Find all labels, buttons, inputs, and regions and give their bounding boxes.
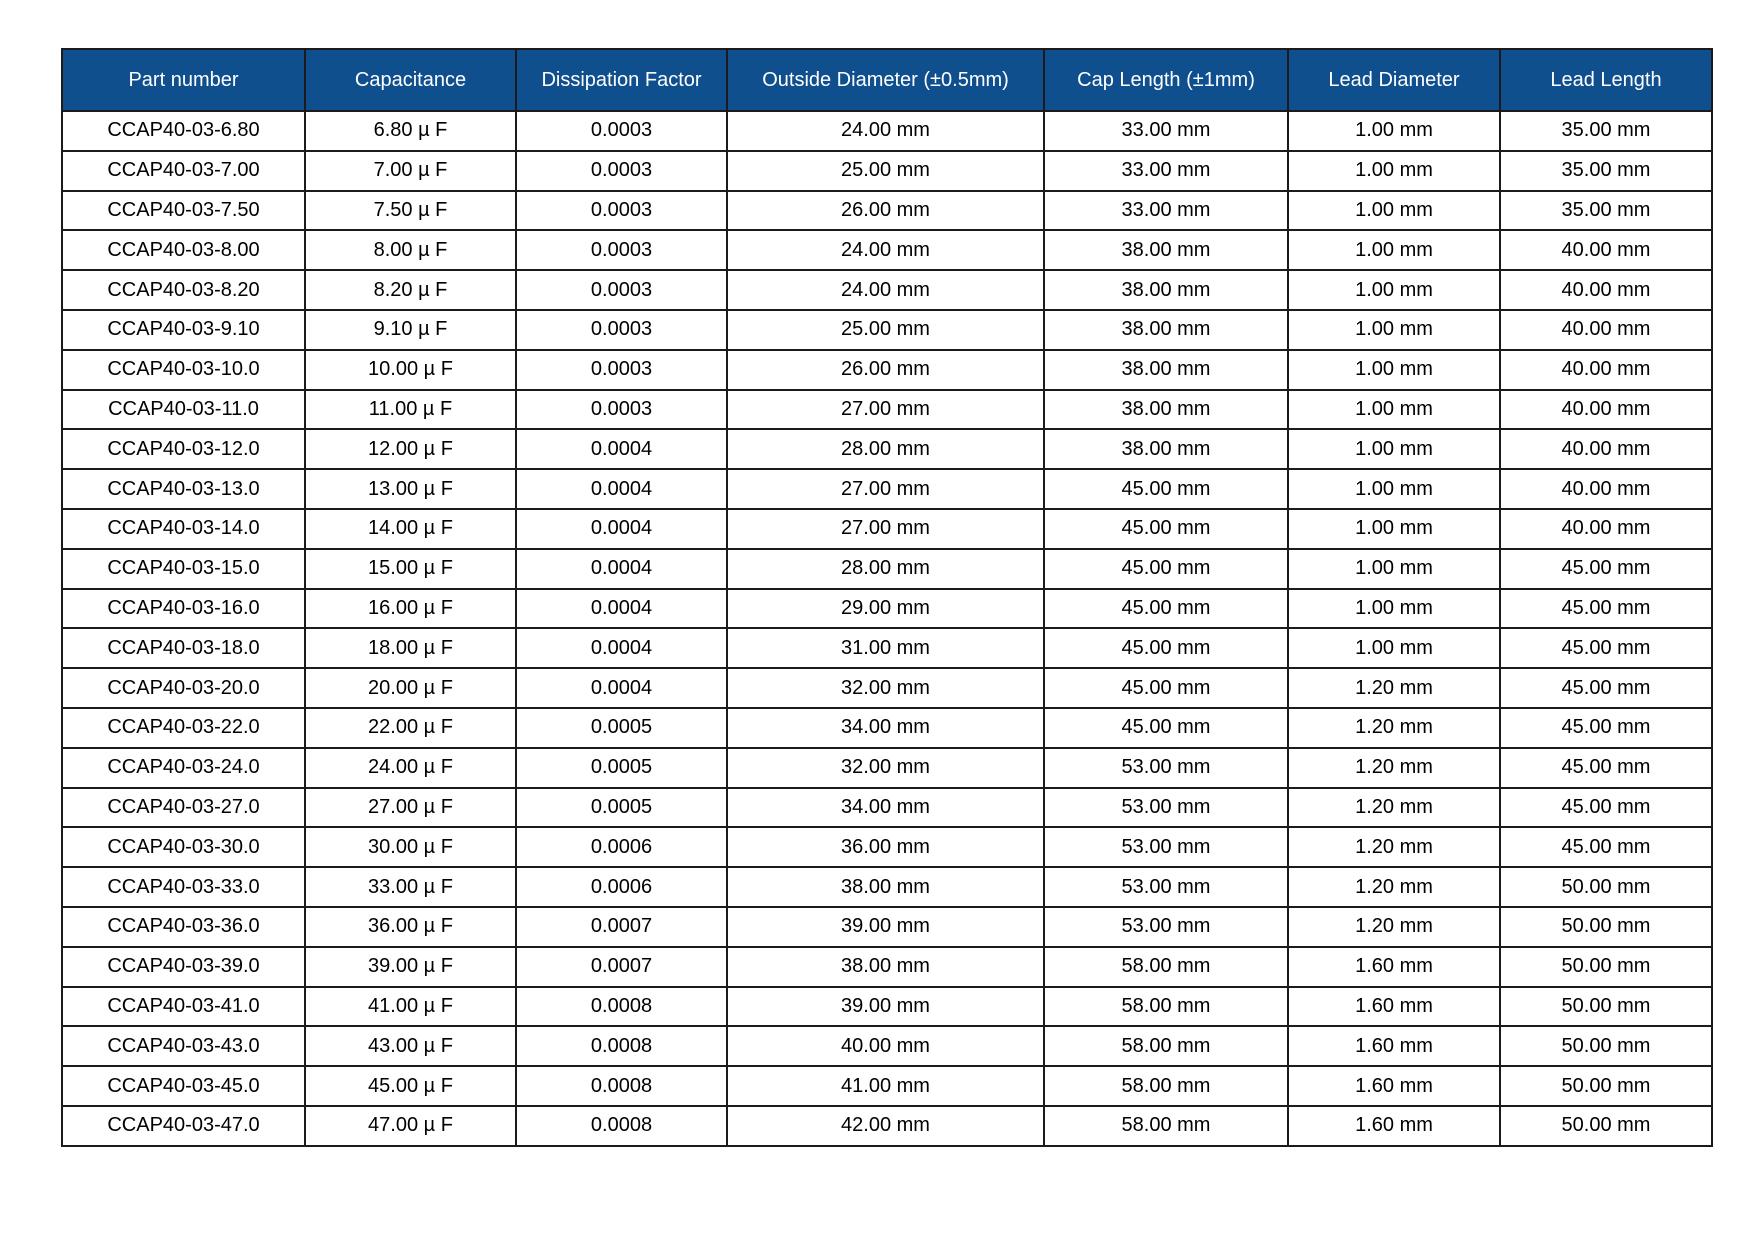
cap-length-cell: 38.00 mm — [1044, 350, 1288, 390]
lead-length-cell: 35.00 mm — [1500, 111, 1712, 151]
table-row — [62, 310, 1712, 350]
part-number-cell: CCAP40-03-15.0 — [62, 549, 305, 589]
outside-diameter-cell: 26.00 mm — [727, 191, 1044, 231]
outside-diameter-cell: 25.00 mm — [727, 151, 1044, 191]
lead-diameter-cell: 1.60 mm — [1288, 987, 1500, 1027]
dissipation-factor-cell: 0.0005 — [516, 708, 727, 748]
lead-diameter-cell: 1.20 mm — [1288, 748, 1500, 788]
table-row — [62, 469, 1712, 509]
capacitance-cell: 7.50 µ F — [305, 191, 516, 231]
cap-length-cell: 45.00 mm — [1044, 589, 1288, 629]
lead-diameter-cell: 1.00 mm — [1288, 151, 1500, 191]
table-row — [62, 827, 1712, 867]
cap-length-cell: 58.00 mm — [1044, 1106, 1288, 1146]
capacitance-cell: 24.00 µ F — [305, 748, 516, 788]
header-lead-length: Lead Length — [1500, 49, 1712, 111]
part-number-cell: CCAP40-03-12.0 — [62, 429, 305, 469]
capacitance-cell: 45.00 µ F — [305, 1066, 516, 1106]
cap-length-cell: 45.00 mm — [1044, 668, 1288, 708]
part-number-cell: CCAP40-03-30.0 — [62, 827, 305, 867]
capacitance-cell: 11.00 µ F — [305, 390, 516, 430]
dissipation-factor-cell: 0.0003 — [516, 151, 727, 191]
lead-diameter-cell: 1.60 mm — [1288, 1066, 1500, 1106]
capacitance-cell: 18.00 µ F — [305, 628, 516, 668]
outside-diameter-cell: 32.00 mm — [727, 748, 1044, 788]
table-body — [62, 111, 1712, 1146]
outside-diameter-cell: 32.00 mm — [727, 668, 1044, 708]
lead-diameter-cell: 1.60 mm — [1288, 1026, 1500, 1066]
lead-diameter-cell: 1.60 mm — [1288, 947, 1500, 987]
lead-length-cell: 45.00 mm — [1500, 549, 1712, 589]
lead-diameter-cell: 1.20 mm — [1288, 708, 1500, 748]
outside-diameter-cell: 36.00 mm — [727, 827, 1044, 867]
table-row — [62, 191, 1712, 231]
lead-length-cell: 50.00 mm — [1500, 947, 1712, 987]
table-row — [62, 111, 1712, 151]
dissipation-factor-cell: 0.0005 — [516, 788, 727, 828]
outside-diameter-cell: 28.00 mm — [727, 429, 1044, 469]
header-part-number: Part number — [62, 49, 305, 111]
lead-diameter-cell: 1.00 mm — [1288, 509, 1500, 549]
outside-diameter-cell: 38.00 mm — [727, 867, 1044, 907]
part-number-cell: CCAP40-03-11.0 — [62, 390, 305, 430]
part-number-cell: CCAP40-03-45.0 — [62, 1066, 305, 1106]
cap-length-cell: 38.00 mm — [1044, 390, 1288, 430]
cap-length-cell: 38.00 mm — [1044, 230, 1288, 270]
dissipation-factor-cell: 0.0003 — [516, 111, 727, 151]
header-cap-length: Cap Length (±1mm) — [1044, 49, 1288, 111]
lead-length-cell: 50.00 mm — [1500, 1106, 1712, 1146]
part-number-cell: CCAP40-03-8.00 — [62, 230, 305, 270]
lead-diameter-cell: 1.00 mm — [1288, 589, 1500, 629]
outside-diameter-cell: 34.00 mm — [727, 788, 1044, 828]
outside-diameter-cell: 34.00 mm — [727, 708, 1044, 748]
cap-length-cell: 33.00 mm — [1044, 111, 1288, 151]
cap-length-cell: 45.00 mm — [1044, 628, 1288, 668]
dissipation-factor-cell: 0.0008 — [516, 987, 727, 1027]
lead-length-cell: 45.00 mm — [1500, 628, 1712, 668]
lead-length-cell: 50.00 mm — [1500, 867, 1712, 907]
lead-length-cell: 50.00 mm — [1500, 1066, 1712, 1106]
header-capacitance: Capacitance — [305, 49, 516, 111]
dissipation-factor-cell: 0.0004 — [516, 509, 727, 549]
part-number-cell: CCAP40-03-39.0 — [62, 947, 305, 987]
cap-length-cell: 33.00 mm — [1044, 151, 1288, 191]
header-lead-diameter: Lead Diameter — [1288, 49, 1500, 111]
outside-diameter-cell: 24.00 mm — [727, 270, 1044, 310]
capacitance-cell: 10.00 µ F — [305, 350, 516, 390]
cap-length-cell: 53.00 mm — [1044, 788, 1288, 828]
lead-length-cell: 45.00 mm — [1500, 827, 1712, 867]
outside-diameter-cell: 28.00 mm — [727, 549, 1044, 589]
lead-length-cell: 40.00 mm — [1500, 390, 1712, 430]
outside-diameter-cell: 40.00 mm — [727, 1026, 1044, 1066]
capacitance-cell: 22.00 µ F — [305, 708, 516, 748]
lead-diameter-cell: 1.20 mm — [1288, 788, 1500, 828]
part-number-cell: CCAP40-03-22.0 — [62, 708, 305, 748]
table-row — [62, 1066, 1712, 1106]
cap-length-cell: 38.00 mm — [1044, 429, 1288, 469]
capacitance-cell: 14.00 µ F — [305, 509, 516, 549]
lead-diameter-cell: 1.00 mm — [1288, 310, 1500, 350]
table-row — [62, 748, 1712, 788]
lead-diameter-cell: 1.00 mm — [1288, 429, 1500, 469]
cap-length-cell: 53.00 mm — [1044, 748, 1288, 788]
outside-diameter-cell: 25.00 mm — [727, 310, 1044, 350]
part-number-cell: CCAP40-03-27.0 — [62, 788, 305, 828]
table-row — [62, 628, 1712, 668]
table-row — [62, 1026, 1712, 1066]
lead-diameter-cell: 1.00 mm — [1288, 390, 1500, 430]
capacitance-cell: 33.00 µ F — [305, 867, 516, 907]
dissipation-factor-cell: 0.0003 — [516, 310, 727, 350]
part-number-cell: CCAP40-03-13.0 — [62, 469, 305, 509]
part-number-cell: CCAP40-03-6.80 — [62, 111, 305, 151]
table-row — [62, 549, 1712, 589]
capacitance-cell: 8.20 µ F — [305, 270, 516, 310]
cap-length-cell: 53.00 mm — [1044, 867, 1288, 907]
lead-length-cell: 50.00 mm — [1500, 1026, 1712, 1066]
part-number-cell: CCAP40-03-10.0 — [62, 350, 305, 390]
lead-length-cell: 45.00 mm — [1500, 748, 1712, 788]
dissipation-factor-cell: 0.0007 — [516, 947, 727, 987]
lead-length-cell: 40.00 mm — [1500, 270, 1712, 310]
table-row — [62, 907, 1712, 947]
lead-length-cell: 40.00 mm — [1500, 509, 1712, 549]
lead-diameter-cell: 1.00 mm — [1288, 469, 1500, 509]
table-row — [62, 668, 1712, 708]
lead-length-cell: 40.00 mm — [1500, 469, 1712, 509]
part-number-cell: CCAP40-03-16.0 — [62, 589, 305, 629]
outside-diameter-cell: 39.00 mm — [727, 987, 1044, 1027]
lead-diameter-cell: 1.60 mm — [1288, 1106, 1500, 1146]
capacitance-cell: 16.00 µ F — [305, 589, 516, 629]
lead-diameter-cell: 1.00 mm — [1288, 191, 1500, 231]
lead-diameter-cell: 1.20 mm — [1288, 907, 1500, 947]
part-number-cell: CCAP40-03-8.20 — [62, 270, 305, 310]
capacitance-cell: 15.00 µ F — [305, 549, 516, 589]
dissipation-factor-cell: 0.0008 — [516, 1066, 727, 1106]
table-row — [62, 708, 1712, 748]
cap-length-cell: 38.00 mm — [1044, 310, 1288, 350]
outside-diameter-cell: 41.00 mm — [727, 1066, 1044, 1106]
cap-length-cell: 53.00 mm — [1044, 827, 1288, 867]
capacitance-cell: 7.00 µ F — [305, 151, 516, 191]
table-row — [62, 350, 1712, 390]
lead-length-cell: 45.00 mm — [1500, 589, 1712, 629]
lead-diameter-cell: 1.20 mm — [1288, 668, 1500, 708]
part-number-cell: CCAP40-03-9.10 — [62, 310, 305, 350]
table-row — [62, 987, 1712, 1027]
outside-diameter-cell: 27.00 mm — [727, 390, 1044, 430]
outside-diameter-cell: 38.00 mm — [727, 947, 1044, 987]
outside-diameter-cell: 29.00 mm — [727, 589, 1044, 629]
lead-length-cell: 40.00 mm — [1500, 230, 1712, 270]
cap-length-cell: 58.00 mm — [1044, 947, 1288, 987]
cap-length-cell: 33.00 mm — [1044, 191, 1288, 231]
lead-diameter-cell: 1.20 mm — [1288, 827, 1500, 867]
cap-length-cell: 53.00 mm — [1044, 907, 1288, 947]
table-header — [62, 49, 1712, 111]
header-outside-diameter: Outside Diameter (±0.5mm) — [727, 49, 1044, 111]
table-row — [62, 429, 1712, 469]
capacitance-cell: 30.00 µ F — [305, 827, 516, 867]
lead-length-cell: 40.00 mm — [1500, 350, 1712, 390]
lead-diameter-cell: 1.00 mm — [1288, 270, 1500, 310]
part-number-cell: CCAP40-03-43.0 — [62, 1026, 305, 1066]
lead-length-cell: 45.00 mm — [1500, 788, 1712, 828]
cap-length-cell: 45.00 mm — [1044, 469, 1288, 509]
capacitance-cell: 43.00 µ F — [305, 1026, 516, 1066]
lead-diameter-cell: 1.00 mm — [1288, 628, 1500, 668]
dissipation-factor-cell: 0.0003 — [516, 230, 727, 270]
cap-length-cell: 38.00 mm — [1044, 270, 1288, 310]
capacitance-cell: 20.00 µ F — [305, 668, 516, 708]
table-row — [62, 390, 1712, 430]
dissipation-factor-cell: 0.0004 — [516, 469, 727, 509]
table-row — [62, 788, 1712, 828]
capacitance-cell: 8.00 µ F — [305, 230, 516, 270]
outside-diameter-cell: 42.00 mm — [727, 1106, 1044, 1146]
capacitance-cell: 9.10 µ F — [305, 310, 516, 350]
dissipation-factor-cell: 0.0008 — [516, 1106, 727, 1146]
table-row — [62, 589, 1712, 629]
capacitance-cell: 41.00 µ F — [305, 987, 516, 1027]
lead-length-cell: 45.00 mm — [1500, 708, 1712, 748]
dissipation-factor-cell: 0.0003 — [516, 390, 727, 430]
lead-diameter-cell: 1.00 mm — [1288, 549, 1500, 589]
lead-length-cell: 40.00 mm — [1500, 429, 1712, 469]
dissipation-factor-cell: 0.0006 — [516, 827, 727, 867]
header-dissipation-factor: Dissipation Factor — [516, 49, 727, 111]
part-number-cell: CCAP40-03-41.0 — [62, 987, 305, 1027]
cap-length-cell: 45.00 mm — [1044, 549, 1288, 589]
outside-diameter-cell: 24.00 mm — [727, 230, 1044, 270]
table-row — [62, 270, 1712, 310]
outside-diameter-cell: 26.00 mm — [727, 350, 1044, 390]
lead-length-cell: 50.00 mm — [1500, 987, 1712, 1027]
part-number-cell: CCAP40-03-18.0 — [62, 628, 305, 668]
capacitor-spec-table — [61, 48, 1713, 1147]
outside-diameter-cell: 27.00 mm — [727, 509, 1044, 549]
lead-length-cell: 35.00 mm — [1500, 151, 1712, 191]
lead-length-cell: 35.00 mm — [1500, 191, 1712, 231]
part-number-cell: CCAP40-03-20.0 — [62, 668, 305, 708]
lead-length-cell: 45.00 mm — [1500, 668, 1712, 708]
table-row — [62, 151, 1712, 191]
part-number-cell: CCAP40-03-7.00 — [62, 151, 305, 191]
part-number-cell: CCAP40-03-7.50 — [62, 191, 305, 231]
dissipation-factor-cell: 0.0003 — [516, 350, 727, 390]
lead-diameter-cell: 1.00 mm — [1288, 111, 1500, 151]
table-row — [62, 867, 1712, 907]
cap-length-cell: 58.00 mm — [1044, 987, 1288, 1027]
lead-diameter-cell: 1.20 mm — [1288, 867, 1500, 907]
outside-diameter-cell: 24.00 mm — [727, 111, 1044, 151]
lead-length-cell: 50.00 mm — [1500, 907, 1712, 947]
capacitance-cell: 6.80 µ F — [305, 111, 516, 151]
lead-diameter-cell: 1.00 mm — [1288, 230, 1500, 270]
dissipation-factor-cell: 0.0003 — [516, 191, 727, 231]
capacitance-cell: 47.00 µ F — [305, 1106, 516, 1146]
outside-diameter-cell: 39.00 mm — [727, 907, 1044, 947]
capacitance-cell: 27.00 µ F — [305, 788, 516, 828]
lead-length-cell: 40.00 mm — [1500, 310, 1712, 350]
outside-diameter-cell: 31.00 mm — [727, 628, 1044, 668]
table-row — [62, 509, 1712, 549]
dissipation-factor-cell: 0.0008 — [516, 1026, 727, 1066]
part-number-cell: CCAP40-03-33.0 — [62, 867, 305, 907]
dissipation-factor-cell: 0.0007 — [516, 907, 727, 947]
part-number-cell: CCAP40-03-14.0 — [62, 509, 305, 549]
dissipation-factor-cell: 0.0004 — [516, 549, 727, 589]
capacitance-cell: 12.00 µ F — [305, 429, 516, 469]
dissipation-factor-cell: 0.0003 — [516, 270, 727, 310]
dissipation-factor-cell: 0.0004 — [516, 589, 727, 629]
dissipation-factor-cell: 0.0004 — [516, 429, 727, 469]
dissipation-factor-cell: 0.0004 — [516, 628, 727, 668]
cap-length-cell: 45.00 mm — [1044, 708, 1288, 748]
outside-diameter-cell: 27.00 mm — [727, 469, 1044, 509]
table-row — [62, 230, 1712, 270]
header-row — [62, 49, 1712, 111]
dissipation-factor-cell: 0.0005 — [516, 748, 727, 788]
dissipation-factor-cell: 0.0004 — [516, 668, 727, 708]
cap-length-cell: 58.00 mm — [1044, 1026, 1288, 1066]
cap-length-cell: 58.00 mm — [1044, 1066, 1288, 1106]
cap-length-cell: 45.00 mm — [1044, 509, 1288, 549]
part-number-cell: CCAP40-03-24.0 — [62, 748, 305, 788]
table-row — [62, 947, 1712, 987]
capacitance-cell: 39.00 µ F — [305, 947, 516, 987]
table-row — [62, 1106, 1712, 1146]
part-number-cell: CCAP40-03-47.0 — [62, 1106, 305, 1146]
capacitance-cell: 13.00 µ F — [305, 469, 516, 509]
capacitance-cell: 36.00 µ F — [305, 907, 516, 947]
part-number-cell: CCAP40-03-36.0 — [62, 907, 305, 947]
dissipation-factor-cell: 0.0006 — [516, 867, 727, 907]
lead-diameter-cell: 1.00 mm — [1288, 350, 1500, 390]
